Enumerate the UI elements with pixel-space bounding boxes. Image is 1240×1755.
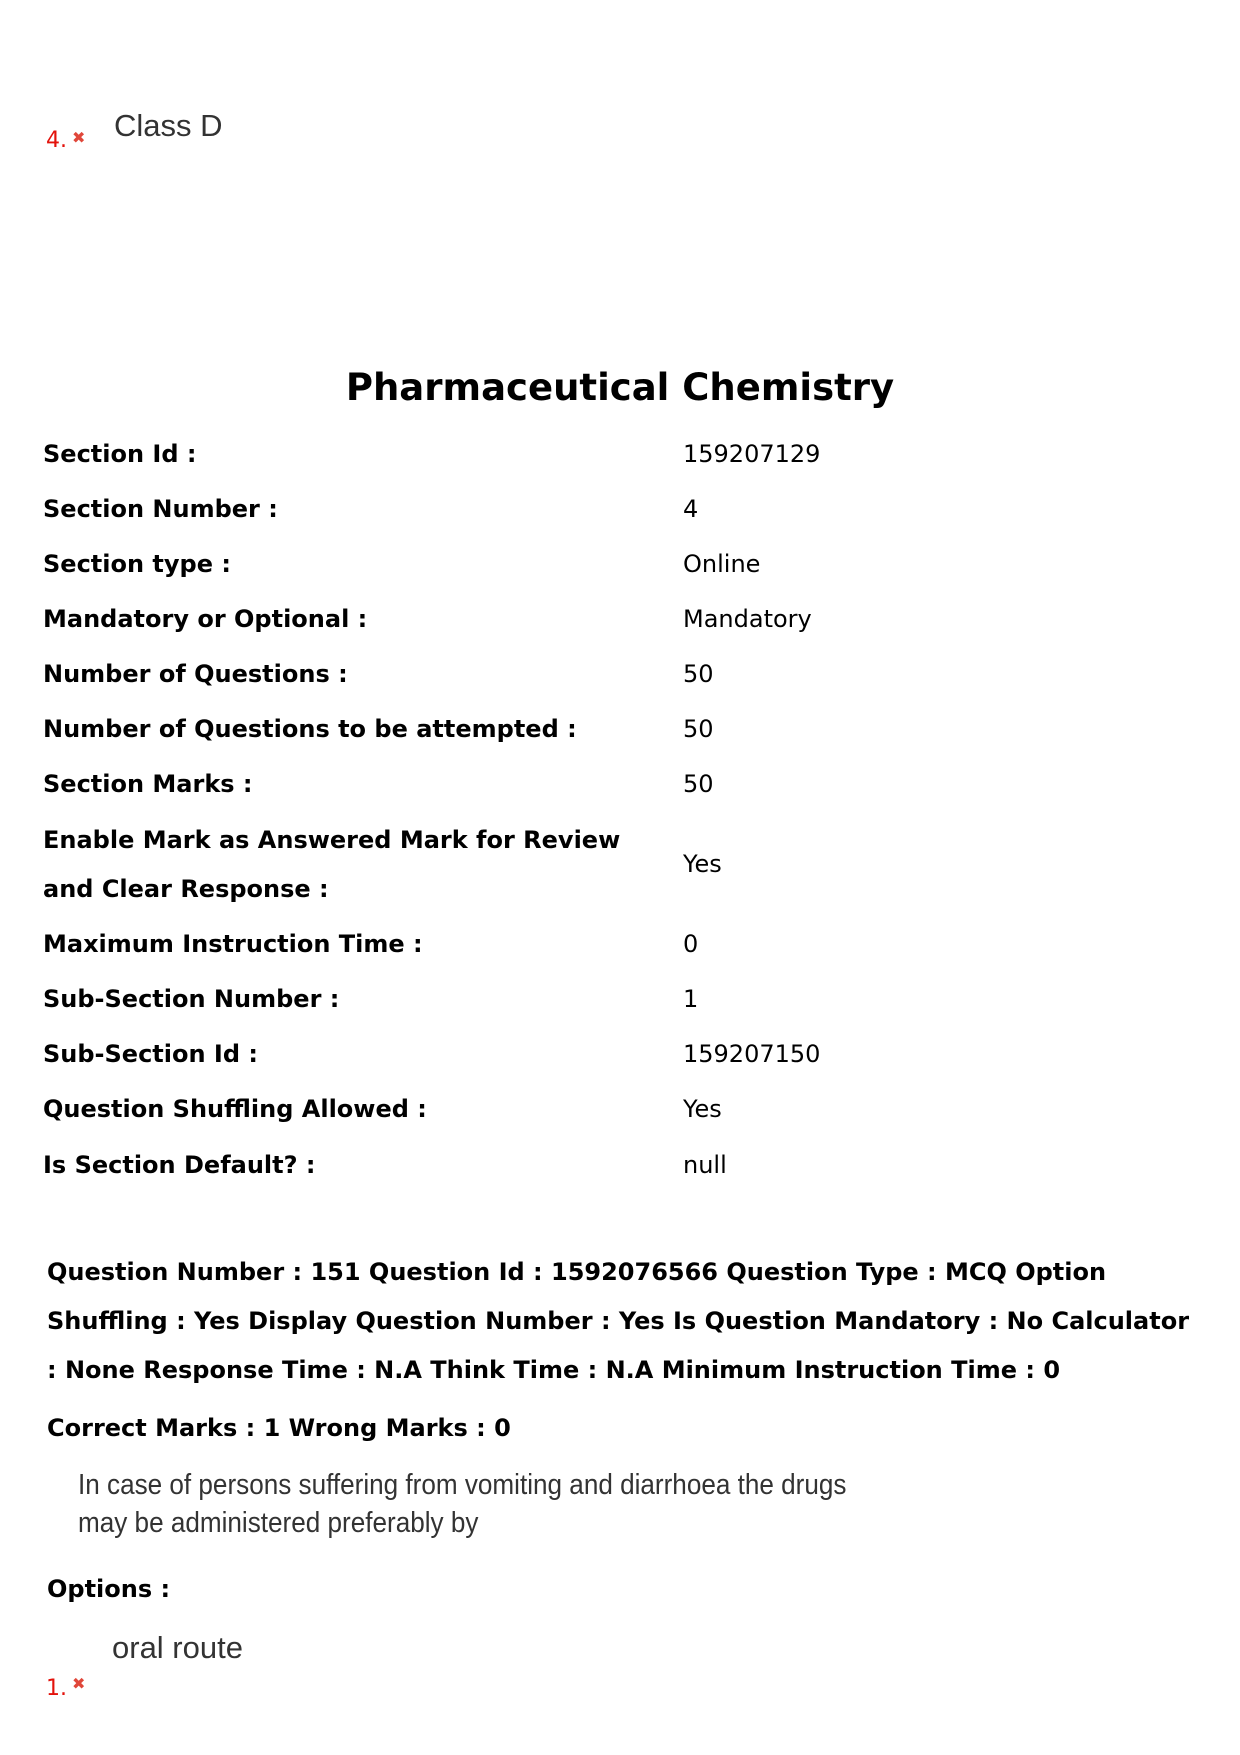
info-value: null (683, 1151, 727, 1179)
info-label: Section Number : (43, 495, 278, 523)
info-value: 50 (683, 770, 714, 798)
info-label: Number of Questions : (43, 660, 348, 688)
info-value: 50 (683, 715, 714, 743)
info-value: Online (683, 550, 761, 578)
info-label: Number of Questions to be attempted : (43, 715, 577, 743)
option-number: 4. (46, 128, 67, 153)
incorrect-icon: ✖ (72, 1674, 86, 1693)
info-value: 0 (683, 930, 699, 958)
question-text: In case of persons suffering from vomiting and diarrhoea the drugs may be administered preferably by (78, 1469, 847, 1539)
info-label: Is Section Default? : (43, 1151, 316, 1179)
info-label: Maximum Instruction Time : (43, 930, 423, 958)
info-value: 4 (683, 495, 699, 523)
info-label: Sub-Section Number : (43, 985, 340, 1013)
info-label: Section Marks : (43, 770, 253, 798)
option-number: 1. (46, 1676, 67, 1701)
section-title: Pharmaceutical Chemistry (345, 366, 895, 409)
info-value: 159207150 (683, 1040, 821, 1068)
incorrect-icon: ✖ (72, 128, 86, 147)
info-value: 1 (683, 985, 699, 1013)
option-text: oral route (112, 1630, 243, 1665)
options-label: Options : (47, 1575, 171, 1603)
info-value: Yes (683, 1095, 722, 1123)
info-label: Section Id : (43, 440, 197, 468)
question-marks: Correct Marks : 1 Wrong Marks : 0 (47, 1414, 511, 1442)
info-value: Mandatory (683, 605, 812, 633)
info-label: Enable Mark as Answered Mark for Review and Clear Response : (43, 826, 621, 903)
option-item[interactable] (46, 1632, 446, 1712)
option-text: Class D (114, 108, 223, 143)
info-label: Sub-Section Id : (43, 1040, 258, 1068)
info-label: Question Shuffling Allowed : (43, 1095, 427, 1123)
info-value: Yes (683, 850, 722, 878)
previous-option (46, 108, 446, 182)
question-meta: Question Number : 151 Question Id : 1592076566 Question Type : MCQ Option Shuffling : Yes Display Question Number : Yes Is Question Mandatory : No Calculator : None Response Time : N.A Think Time : N.A Minimum Instruction Time : 0 (47, 1258, 1190, 1384)
info-value: 50 (683, 660, 714, 688)
info-label: Section type : (43, 550, 231, 578)
info-label: Mandatory or Optional : (43, 605, 368, 633)
info-value: 159207129 (683, 440, 821, 468)
